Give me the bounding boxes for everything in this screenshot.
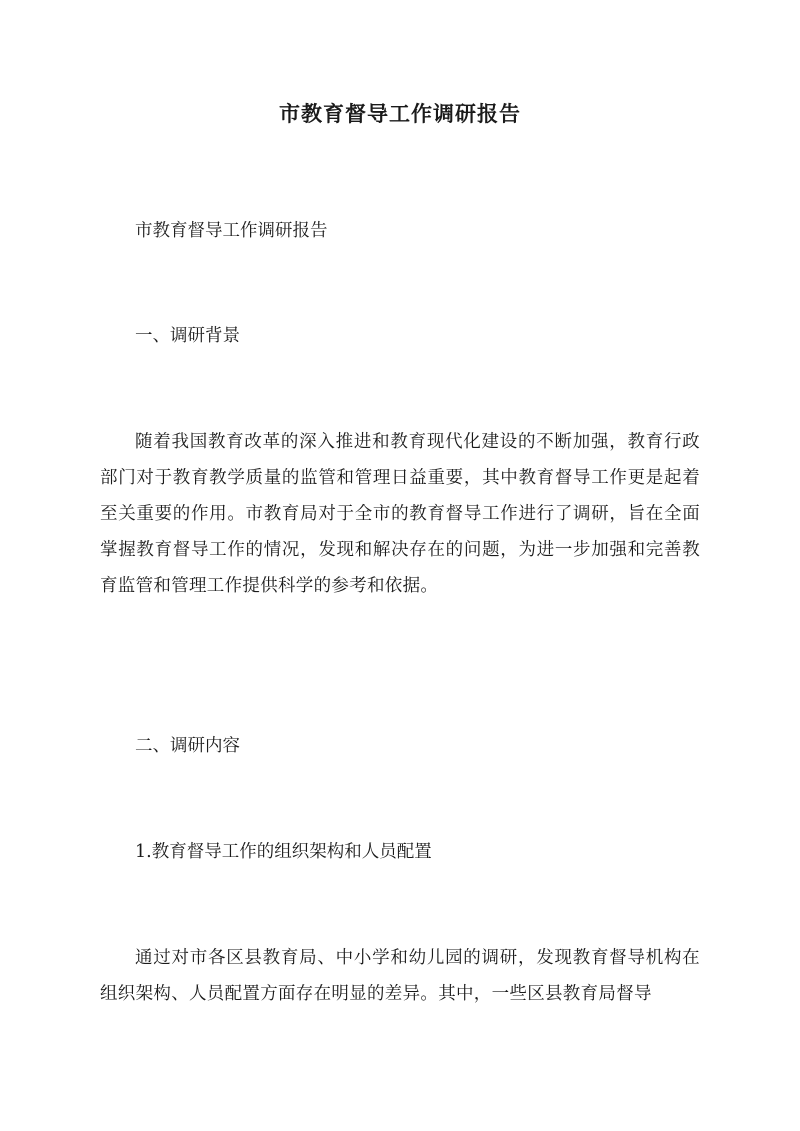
- subsection-heading-organization: 1.教育督导工作的组织架构和人员配置: [135, 842, 432, 862]
- section-heading-background: 一、调研背景: [135, 326, 240, 346]
- section-heading-content: 二、调研内容: [135, 736, 240, 756]
- section-paragraph-background: 随着我国教育改革的深入推进和教育现代化建设的不断加强，教育行政部门对于教育教学质量的监管和管理日益重要，其中教育督导工作更是起着至关重要的作用。市教育局对于全市的教育督导工作进行了调研，旨在全面掌握教育督导工作的情况，发现和解决存在的问题，为进一步加强和完善教育监管和管理工作提供科学的参考和依据。: [100, 432, 700, 596]
- document-title: 市教育督导工作调研报告: [279, 101, 521, 126]
- subsection-paragraph-organization: 通过对市各区县教育局、中小学和幼儿园的调研，发现教育督导机构在组织架构、人员配置方面存在明显的差异。其中，一些区县教育局督导: [100, 948, 700, 1004]
- document-subtitle: 市教育督导工作调研报告: [135, 221, 328, 241]
